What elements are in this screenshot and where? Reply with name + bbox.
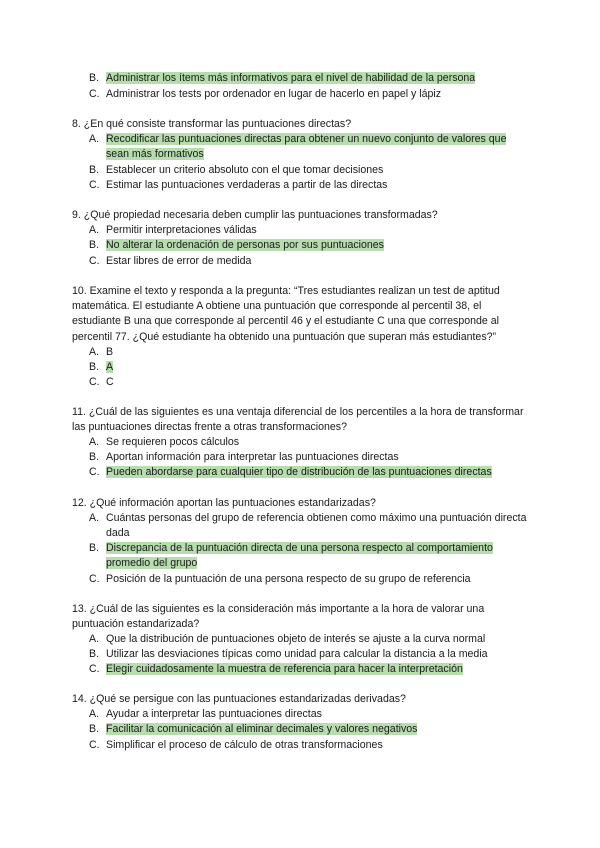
option-text-highlighted: Facilitar la comunicación al eliminar decimales y valores negativos — [106, 723, 418, 735]
q8-option-b — [89, 163, 529, 178]
q14-option-a — [89, 707, 529, 722]
option-letter: A. — [89, 133, 100, 145]
q9-option-c — [89, 254, 529, 269]
q12-question: 12. ¿Qué información aportan las puntuaciones estandarizadas? — [72, 497, 376, 509]
option-letter: C. — [89, 573, 100, 585]
option-letter: B. — [89, 542, 100, 554]
option-letter: B. — [89, 723, 100, 735]
option-letter: A. — [89, 512, 100, 524]
q12-option-b — [89, 541, 529, 571]
q11-option-b — [89, 450, 529, 465]
option-letter: A. — [89, 224, 100, 236]
option-text: B — [106, 346, 114, 358]
q11-question: 11. ¿Cuál de las siguientes es una ventaja diferencial de los percentiles a la hora de transformar las puntuaciones directas frente a otras transformaciones? — [72, 406, 524, 434]
option-letter: C. — [89, 466, 100, 478]
option-text-highlighted: Elegir cuidadosamente la muestra de referencia para hacer la interpretación — [106, 663, 463, 675]
option-text: Se requieren pocos cálculos — [106, 436, 240, 448]
q8-option-a — [89, 132, 529, 162]
option-text: Cuántas personas del grupo de referencia obtienen como máximo una puntuación directa dada — [106, 512, 527, 540]
option-text-highlighted: No alterar la ordenación de personas por sus puntuaciones — [106, 239, 384, 251]
q13-option-b — [89, 647, 529, 662]
option-text: Utilizar las desviaciones típicas como unidad para calcular la distancia a la media — [106, 648, 488, 660]
q7-option-c — [89, 87, 529, 102]
q14-option-b — [89, 722, 529, 737]
option-letter: B. — [89, 451, 100, 463]
q8-question: 8. ¿En qué consiste transformar las puntuaciones directas? — [72, 118, 352, 130]
q8-option-c — [89, 178, 529, 193]
q7-option-b — [89, 71, 529, 86]
option-letter: B. — [89, 164, 100, 176]
option-letter: A. — [89, 346, 100, 358]
q13-question: 13. ¿Cuál de las siguientes es la consideración más importante a la hora de valorar una puntuación estandarizada? — [72, 603, 485, 631]
option-letter: B. — [89, 361, 100, 373]
option-text-highlighted: Administrar los ítems más informativos para el nivel de habilidad de la persona — [106, 72, 476, 84]
q10-question: 10. Examine el texto y responda a la pregunta: “Tres estudiantes realizan un test de aptitud matemática. El estudiante A obtiene una puntuación que corresponde al percentil 38, el estudiante B una que corresponde al percentil 46 y el estudiante C una que corresponde al percentil 77. ¿Qué estudiante ha obtenido una puntuación que superan más estudiantes?” — [72, 285, 500, 343]
option-letter: C. — [89, 376, 100, 388]
option-letter: B. — [89, 648, 100, 660]
q12-option-a — [89, 511, 529, 541]
option-letter: C. — [89, 663, 100, 675]
option-letter: C. — [89, 88, 100, 100]
option-letter: A. — [89, 633, 100, 645]
option-text: Establecer un criterio absoluto con el que tomar decisiones — [106, 164, 384, 176]
option-text: Que la distribución de puntuaciones objeto de interés se ajuste a la curva normal — [106, 633, 486, 645]
option-text: Administrar los tests por ordenador en lugar de hacerlo en papel y lápiz — [106, 88, 442, 100]
option-text-highlighted: Recodificar las puntuaciones directas para obtener un nuevo conjunto de valores que sean más formativos — [106, 133, 507, 161]
option-text-highlighted: Pueden abordarse para cualquier tipo de distribución de las puntuaciones directas — [106, 466, 492, 478]
option-letter: A. — [89, 436, 100, 448]
option-text-highlighted: Discrepancia de la puntuación directa de una persona respecto al comportamiento promedio del grupo — [106, 542, 493, 570]
option-letter: C. — [89, 179, 100, 191]
option-text: Estar libres de error de medida — [106, 255, 252, 267]
option-text: Permitir interpretaciones válidas — [106, 224, 257, 236]
option-text: Simplificar el proceso de cálculo de otras transformaciones — [106, 739, 383, 751]
option-text: Posición de la puntuación de una persona respecto de su grupo de referencia — [106, 573, 471, 585]
q10-option-a — [89, 345, 529, 360]
option-text: Aportan información para interpretar las puntuaciones directas — [106, 451, 399, 463]
option-text: Estimar las puntuaciones verdaderas a partir de las directas — [106, 179, 388, 191]
q9-option-b — [89, 238, 529, 253]
option-letter: C. — [89, 255, 100, 267]
q13-option-a — [89, 632, 529, 647]
q10-option-b — [89, 360, 529, 375]
q14-question: 14. ¿Qué se persigue con las puntuaciones estandarizadas derivadas? — [72, 693, 406, 705]
q13-option-c — [89, 662, 529, 677]
q14-option-c — [89, 738, 529, 753]
q9-question: 9. ¿Qué propiedad necesaria deben cumplir las puntuaciones transformadas? — [72, 209, 438, 221]
option-letter: B. — [89, 72, 100, 84]
option-letter: C. — [89, 739, 100, 751]
option-text-highlighted: A — [106, 361, 114, 373]
q9-option-a — [89, 223, 529, 238]
q10-option-c — [89, 375, 529, 390]
q12-option-c — [89, 572, 529, 587]
q11-option-c — [89, 465, 529, 480]
q11-option-a — [89, 435, 529, 450]
option-letter: A. — [89, 708, 100, 720]
option-letter: B. — [89, 239, 100, 251]
option-text: C — [106, 376, 114, 388]
option-text: Ayudar a interpretar las puntuaciones directas — [106, 708, 322, 720]
